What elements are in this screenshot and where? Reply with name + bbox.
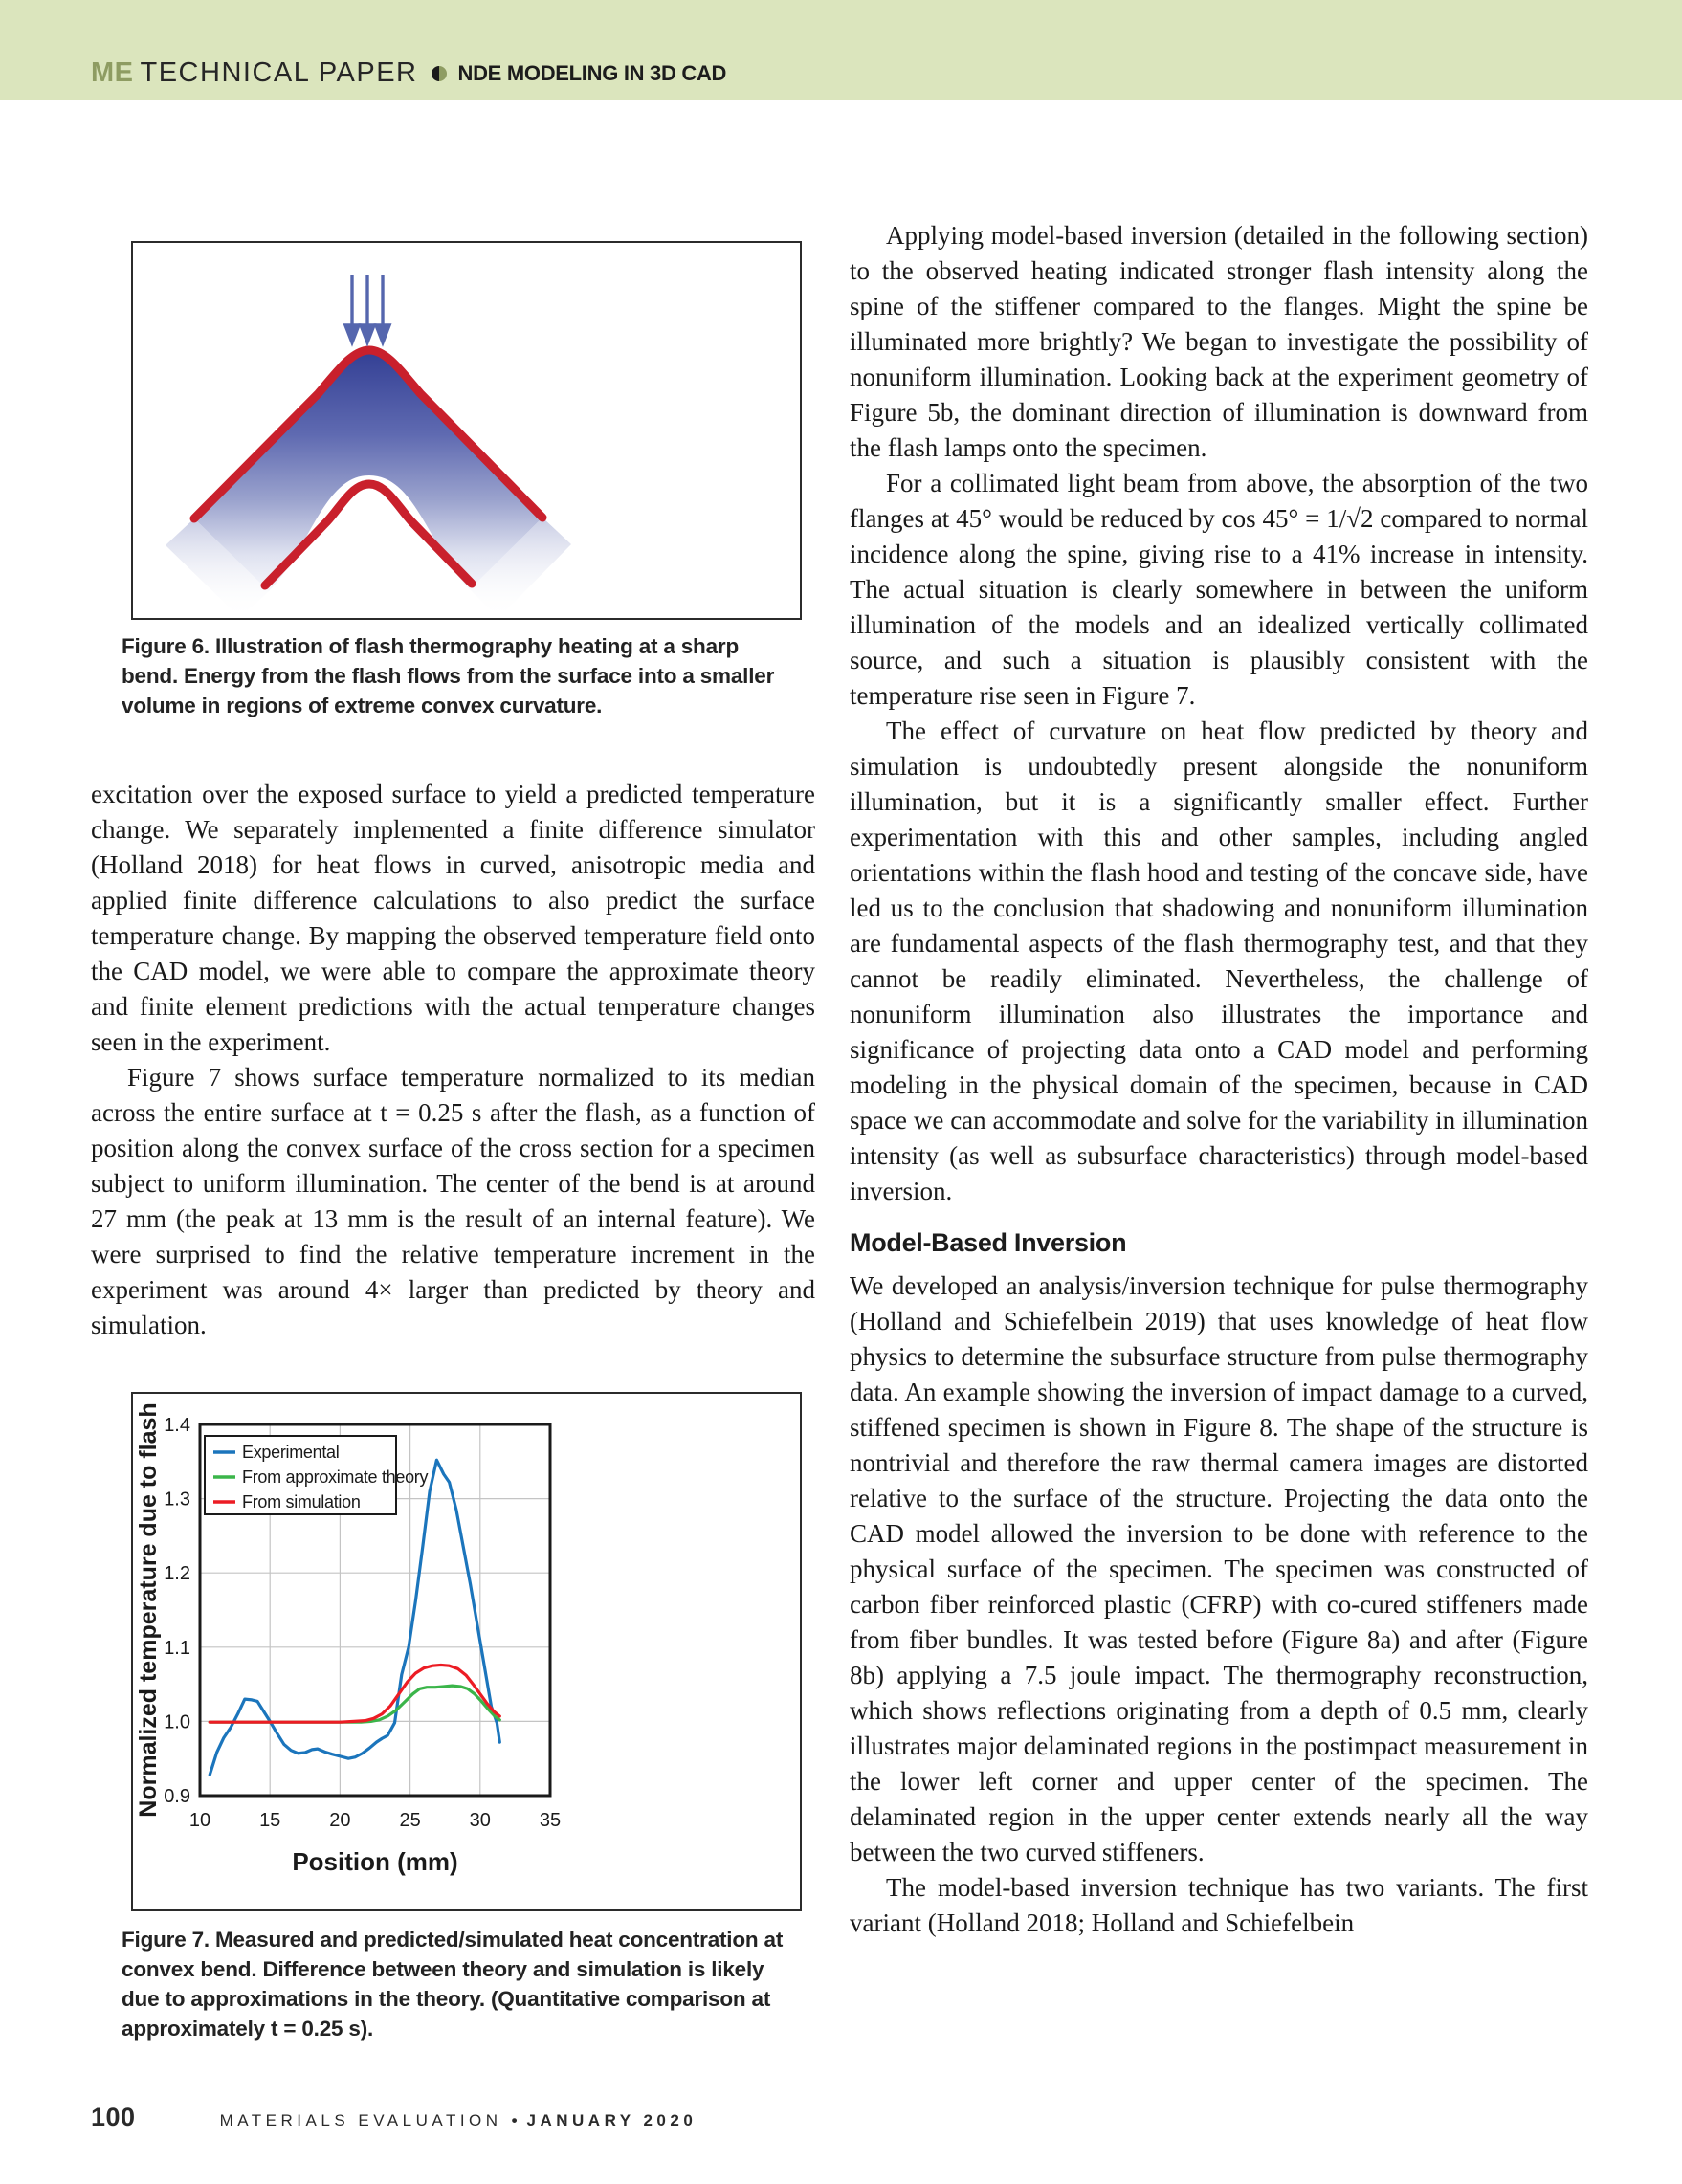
figure7-caption: Figure 7. Measured and predicted/simulated heat concentration at convex bend. Difference between theory and simulation is likely due to approximations in the theory. (Quantitative comparison at approximately t = 0.25 s). (122, 1928, 784, 2041)
header-subtitle: NDE MODELING IN 3D CAD (457, 60, 727, 85)
chart-series-line (210, 1665, 499, 1722)
chart-series-line (210, 1686, 499, 1722)
chart-y-tick-label: 1.0 (164, 1711, 190, 1733)
chart-x-tick-label: 15 (259, 1810, 281, 1831)
section-heading-model-based-inversion: Model-Based Inversion (850, 1228, 1127, 1257)
paragraph: The effect of curvature on heat flow predicted by theory and simulation is undoubtedly present alongside the nonuniform illumination, but it is a significantly smaller effect. Further experimentation with this and other samples, including angled orientations within the flash hood and testing of the concave side, have led us to the conclusion that shadowing and nonuniform illumination are fundamental aspects of the flash thermography test, and that they cannot be readily eliminated. Nevertheless, the challenge of nonuniform illumination also illustrates the importance and significance of projecting data onto a CAD model and performing modeling in the physical domain of the specimen, because in CAD space we can accommodate and solve for the variability in illumination intensity (as well as subsurface characteristics) through model-based inversion. (850, 717, 1588, 1205)
chart-y-tick-label: 1.4 (164, 1415, 190, 1436)
chart-y-tick-label: 0.9 (164, 1786, 190, 1807)
journal-name: MATERIALS EVALUATION (219, 2111, 502, 2129)
half-circle-icon (432, 66, 447, 81)
paragraph: The model-based inversion technique has two variants. The first variant (Holland 2018; Holland and Schiefelbein (850, 1873, 1588, 1937)
flash-arrows-icon (345, 275, 389, 342)
paragraph: Applying model-based inversion (detailed in the following section) to the observed heating indicated stronger flash intensity along the spine of the stiffener compared to the flanges. Might the spine be illuminated more brightly? We began to investigate the possibility of nonuniform illumination. Looking back at the experiment geometry of Figure 5b, the dominant direction of illumination is downward from the flash lamps onto the specimen. (850, 221, 1588, 462)
header-band (0, 0, 1682, 100)
left-column-text (91, 777, 815, 1343)
paragraph: We developed an analysis/inversion technique for pulse thermography (Holland and Schiefelbein 2019) that uses knowledge of heat flow physics to determine the subsurface structure from pulse thermography data. An example showing the inversion of impact damage to a curved, stiffened specimen is shown in Figure 8. The shape of the structure is nontrivial and therefore the raw thermal camera images are distorted relative to the surface of the structure. Projecting the data onto the CAD model allowed the inversion to be done with reference to the physical surface of the specimen. The specimen was constructed of carbon fiber reinforced plastic (CFRP) with co-cured stiffeners made from fiber bundles. It was tested before (Figure 8a) and after (Figure 8b) applying a 7.5 joule impact. The thermography reconstruction, which shows reflections originating from a depth of 0.5 mm, clearly illustrates major delaminated regions in the postimpact measurement in the lower left corner and upper center of the specimen. The delaminated region in the upper center extends nearly all the way between the two curved stiffeners. (850, 1271, 1588, 1866)
chart-x-tick-label: 20 (329, 1810, 351, 1831)
chart-x-axis-title: Position (mm) (292, 1847, 458, 1876)
chart-y-axis-title: Normalized temperature due to flash (135, 1402, 162, 1818)
paragraph: Figure 7 shows surface temperature normalized to its median across the entire surface at t = 0.25 s after the flash, as a function of position along the convex surface of the cross section for a specimen subject to uniform illumination. The center of the bend is at around 27 mm (the peak at 13 mm is the result of an internal feature). We were surprised to find the relative temperature increment in the experiment was around 4× larger than predicted by theory and simulation. (91, 1063, 815, 1339)
figure7-chart (133, 1394, 800, 1909)
page-number: 100 (91, 2103, 136, 2131)
header (91, 57, 726, 89)
figure6-image (131, 241, 802, 620)
me-logo: ME (91, 57, 134, 88)
chart-y-tick-label: 1.2 (164, 1563, 190, 1585)
chart-x-tick-label: 30 (469, 1810, 491, 1831)
chart-legend-label: From simulation (242, 1492, 361, 1511)
chart-x-tick-label: 25 (399, 1810, 421, 1831)
chart-y-tick-label: 1.3 (164, 1489, 190, 1511)
chart-legend-label: Experimental (242, 1443, 340, 1462)
flash-heating-illustration (133, 243, 800, 618)
chart-y-tick-label: 1.1 (164, 1637, 190, 1659)
header-title: TECHNICAL PAPER (140, 57, 418, 88)
figure6-caption: Figure 6. Illustration of flash thermography heating at a sharp bend. Energy from the flash flows from the surface into a smaller volume in regions of extreme convex curvature. (122, 634, 775, 717)
paragraph: excitation over the exposed surface to yield a predicted temperature change. We separately implemented a finite difference simulator (Holland 2018) for heat flows in curved, anisotropic media and applied finite difference calculations to also predict the surface temperature change. By mapping the observed temperature field onto the CAD model, we were able to compare the approximate theory and finite element predictions with the actual temperature changes seen in the experiment. (91, 780, 815, 1056)
figure7-image (131, 1392, 802, 1911)
chart-x-tick-label: 35 (539, 1810, 562, 1831)
issue-date: JANUARY 2020 (526, 2111, 697, 2129)
chart-legend-label: From approximate theory (242, 1467, 429, 1487)
footer (91, 2103, 697, 2132)
paragraph: For a collimated light beam from above, the absorption of the two flanges at 45° would be reduced by cos 45° = 1/√2 compared to normal incidence along the spine, giving rise to a 41% increase in intensity. The actual situation is clearly somewhere in between the uniform illumination of the models and an idealized vertically collimated source, and such a situation is plausibly consistent with the temperature rise seen in Figure 7. (850, 469, 1588, 710)
chart-x-tick-label: 10 (188, 1810, 211, 1831)
bullet-separator: • (511, 2111, 518, 2129)
right-column-text (850, 218, 1588, 1941)
